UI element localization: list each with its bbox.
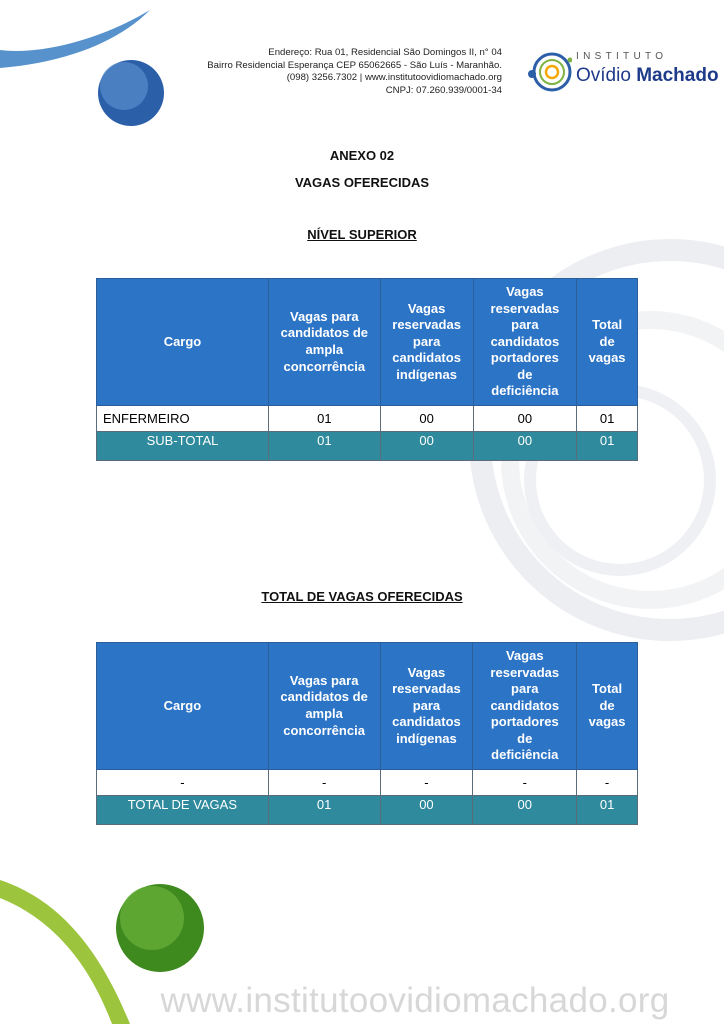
column-header-cargo: Cargo (97, 643, 269, 770)
cell-total-indigenas: 00 (380, 796, 473, 825)
total-row (97, 796, 638, 825)
address-line: CNPJ: 07.260.939/0001-34 (385, 84, 502, 96)
column-header-ampla-concorrencia: Vagas para candidatos de ampla concorrência (268, 643, 380, 770)
table-header-row (97, 279, 638, 406)
cell-total-total: 01 (577, 796, 638, 825)
cell-total: 01 (577, 406, 638, 432)
column-header-cargo: Cargo (97, 279, 269, 406)
cell-cargo: ENFERMEIRO (97, 406, 269, 432)
column-header-ampla-concorrencia: Vagas para candidatos de ampla concorrência (268, 279, 380, 406)
logo-name: Ovídio Machado (576, 65, 719, 86)
logo-mark-icon (526, 48, 572, 94)
top-swirl-decoration (0, 0, 200, 130)
vagas-table-total (96, 642, 638, 825)
document-title: ANEXO 02 (329, 148, 395, 163)
cell-ampla: 01 (268, 406, 380, 432)
section-heading-nivel-superior: NÍVEL SUPERIOR (307, 227, 417, 242)
address-line: Endereço: Rua 01, Residencial São Domingos II, n° 04 (268, 47, 502, 58)
cell-subtotal-ampla: 01 (268, 432, 380, 461)
cell-subtotal-deficiencia: 00 (473, 432, 577, 461)
column-header-total: Total de vagas (577, 643, 638, 770)
document-subtitle: VAGAS OFERECIDAS (294, 175, 430, 190)
cell-indigenas: - (380, 770, 473, 796)
cell-subtotal-total: 01 (577, 432, 638, 461)
cell-total: - (577, 770, 638, 796)
vagas-table-nivel-superior (96, 278, 638, 461)
column-header-total: Total de vagas (577, 279, 638, 406)
table-row (97, 406, 638, 432)
table-row (97, 770, 638, 796)
table-header-row (97, 643, 638, 770)
cell-subtotal-indigenas: 00 (380, 432, 473, 461)
cell-cargo: - (97, 770, 269, 796)
address-line: Bairro Residencial Esperança CEP 65062665 - São Luís - Maranhão. (207, 59, 502, 71)
column-header-deficiencia: Vagas reservadas para candidatos portadores de deficiência (473, 643, 577, 770)
address-line: (098) 3256.7302 | www.institutoovidiomachado.org (286, 72, 502, 83)
column-header-indigenas: Vagas reservadas para candidatos indígenas (380, 279, 473, 406)
logo-top-text: INSTITUTO (576, 51, 668, 62)
cell-total-deficiencia: 00 (473, 796, 577, 825)
cell-subtotal-label: SUB-TOTAL (97, 432, 269, 461)
column-header-deficiencia: Vagas reservadas para candidatos portadores de deficiência (473, 279, 577, 406)
cell-total-label: TOTAL DE VAGAS (97, 796, 269, 825)
cell-indigenas: 00 (380, 406, 473, 432)
cell-ampla: - (268, 770, 380, 796)
cell-deficiencia: 00 (473, 406, 577, 432)
footer-website-url: www.institutoovidiomachado.org (160, 981, 670, 1020)
cell-deficiencia: - (473, 770, 577, 796)
institution-address (190, 47, 502, 97)
institute-logo (526, 48, 719, 96)
column-header-indigenas: Vagas reservadas para candidatos indígenas (380, 643, 473, 770)
section-heading-total-vagas: TOTAL DE VAGAS OFERECIDAS (261, 589, 463, 604)
cell-total-ampla: 01 (268, 796, 380, 825)
subtotal-row (97, 432, 638, 461)
